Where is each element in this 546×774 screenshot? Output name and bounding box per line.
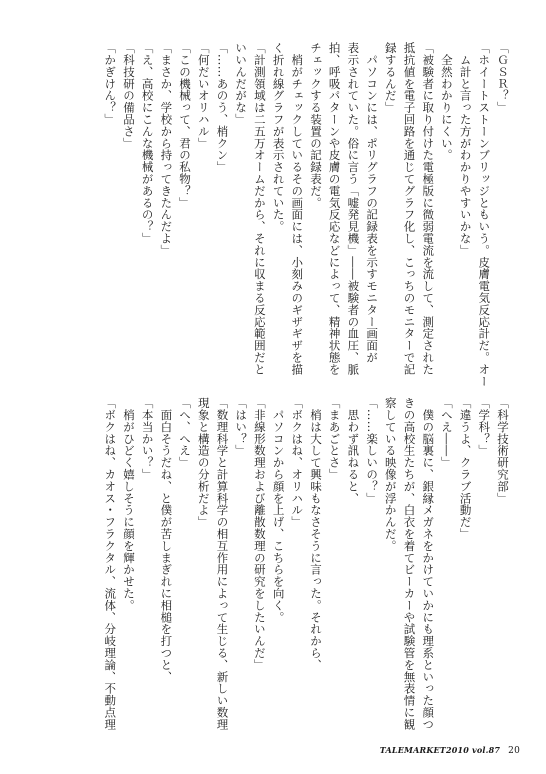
text-line: 「科学技術研究部」 <box>496 397 510 505</box>
text-line: 梢がひどく嬉しそうに顔を輝かせた。 <box>121 397 136 612</box>
text-line: 「ＧＳＲ？」 <box>496 42 510 114</box>
text-line: 梢は大して興味もなさそうに言った。それから、 <box>308 397 323 671</box>
page-number: 20 <box>508 746 520 756</box>
text-line: 「はい？」 <box>234 397 249 457</box>
text-line: ム計と言った方がわかりやすいかな」 <box>458 42 473 257</box>
text-line: 「学科？」 <box>477 397 492 457</box>
text-line: 思わず訊ねると、 <box>346 397 361 505</box>
text-line: 「被験者に取り付けた電極版に微弱電流を流して、測定された <box>421 42 436 376</box>
text-line: 「まあごとさ」 <box>327 397 342 481</box>
text-line: 抵抗値を電子回路を通じてグラフ化し、こっちのモニターで記 <box>402 42 417 376</box>
text-line: チェックする装置の記録表だ。 <box>308 42 323 209</box>
text-line: 「この機械って、君の私物？」 <box>178 42 193 209</box>
magazine-name: TALEMARKET2010 vol.87 <box>379 745 501 755</box>
text-line: 僕の脳裏に、銀縁メガネをかけていかにも理系といった顔つ <box>421 397 436 731</box>
text-line: 「計測領域は二五万オームだから、それに収まる反応範囲だと <box>252 42 267 376</box>
text-line: 現象と構造の分析だよ」 <box>196 397 211 528</box>
text-line: 「かぎけん？」 <box>103 42 118 126</box>
text-line: 「へ、へえ」 <box>178 397 193 469</box>
text-line: 「本当かい？」 <box>140 397 155 481</box>
text-line: 拍、呼吸パターンや皮膚の電気反応などによって、精神状態を <box>327 42 342 376</box>
text-line: パソコンには、ポリグラフの記録表を示すモニター画面が <box>365 42 380 364</box>
text-line: 梢がチェックしているその画面には、小刻みのギザギザを描 <box>290 42 305 376</box>
text-line: 察している映像が浮かんだ。 <box>383 397 398 552</box>
text-line: 「何だいオリハル」 <box>196 42 211 150</box>
text-line: きの高校生たちが、白衣を着てビーカーや試験管を無表情に観 <box>402 397 417 731</box>
text-line: 「科技研の備品さ」 <box>121 42 136 150</box>
text-line: 全然わかりにくい。 <box>439 42 454 161</box>
page-footer <box>380 745 520 756</box>
text-line: 録するんだ」 <box>383 42 398 114</box>
lower-text-column <box>101 397 512 731</box>
text-line: 「……楽しいの？」 <box>365 397 380 505</box>
text-line: 「え、高校にこんな機械があるの？」 <box>140 42 155 245</box>
text-line: パソコンから顔を上げ、こちらを向く。 <box>271 397 286 624</box>
text-line: く折れ線グラフが表示されていた。 <box>271 42 286 233</box>
text-line: 「ボクはね、カオス・フラクタル、流体、分岐理論、不動点理 <box>103 397 118 731</box>
text-line: 「まさか、学校から持ってきたんだよ」 <box>159 42 174 257</box>
text-line: 「へえ――」 <box>439 397 454 469</box>
text-line: 「数理科学と計算科学の相互作用によって生じる、新しい数理 <box>215 397 230 731</box>
text-line: 面白そうだね、と僕が苦しまぎれに相槌を打つと、 <box>159 397 174 683</box>
text-line: 表示されていた。俗に言う「嘘発見機」――被験者の血圧、脈 <box>346 42 361 376</box>
text-line: 「ホイートストーンブリッジともいう。皮膚電気反応計だ。オー <box>477 42 492 388</box>
text-line: いいんだがな」 <box>234 42 249 126</box>
text-line: 「……あのう、梢クン」 <box>215 42 230 173</box>
text-line: 「違うよ、クラブ活動だ」 <box>458 397 473 540</box>
upper-text-column <box>101 42 512 388</box>
text-line: 「非線形数理および離散数理の研究をしたいんだ」 <box>252 397 267 671</box>
text-line: 「ボクはね、オリハル」 <box>290 397 305 528</box>
